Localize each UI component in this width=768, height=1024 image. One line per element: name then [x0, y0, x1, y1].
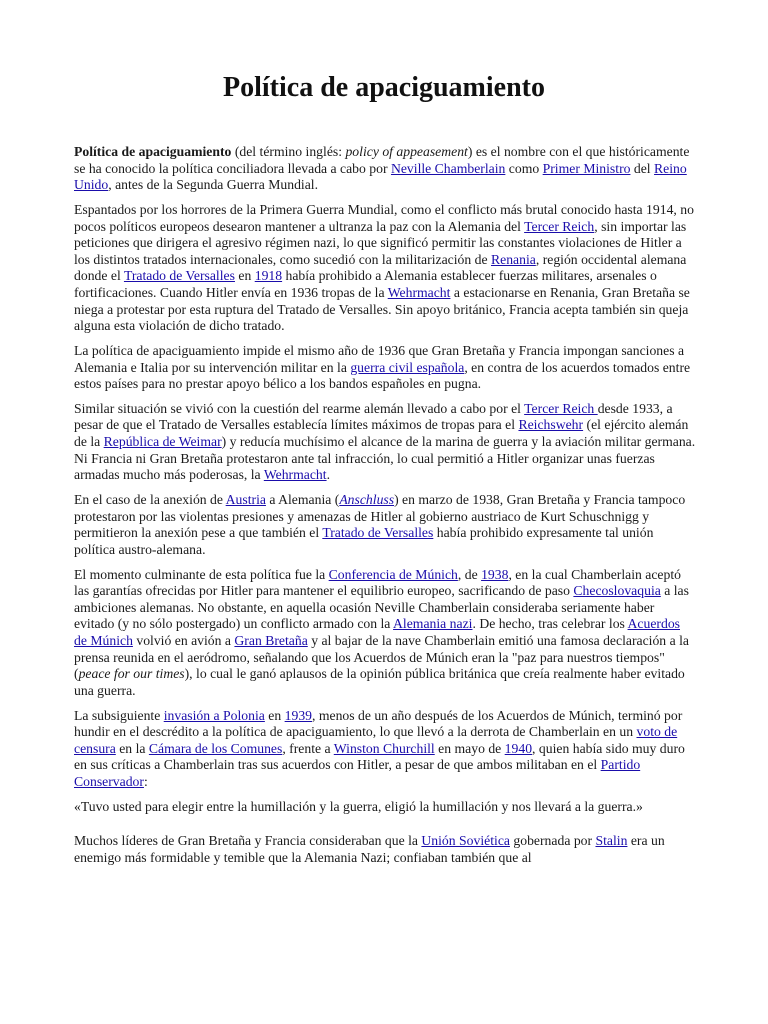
text-run: Espantados por los horrores de la Primera Guerra Mundial, como el conflicto más brutal conocido hasta 1914, no pocos políticos europeos desearon mantener a ultranza la paz con la Alemania del: [74, 201, 694, 234]
wiki-link[interactable]: 1918: [254, 268, 283, 284]
wiki-link[interactable]: Primer Ministro: [542, 160, 631, 176]
paragraph: [74, 144, 696, 194]
wiki-link[interactable]: voto de censura: [74, 724, 678, 756]
italic-text: policy of appeasement: [345, 144, 468, 159]
wiki-link[interactable]: Partido Conservador: [74, 757, 641, 789]
text-run: , antes de la Segunda Guerra Mundial.: [108, 177, 319, 193]
article-body: [74, 144, 696, 875]
wiki-link[interactable]: Wehrmacht: [387, 284, 451, 300]
wiki-link[interactable]: Alemania nazi: [393, 616, 473, 632]
text-run: (del término inglés:: [231, 144, 346, 159]
text-run: Muchos líderes de Gran Bretaña y Francia consideraban que la: [74, 833, 422, 849]
text-run: La subsiguiente: [74, 707, 164, 723]
paragraph: [74, 343, 696, 393]
wiki-link[interactable]: Stalin: [595, 833, 628, 849]
wiki-link[interactable]: República de Weimar: [103, 434, 222, 450]
paragraph: [74, 401, 696, 484]
wiki-link[interactable]: Austria: [225, 492, 266, 508]
text-run: .: [326, 467, 330, 483]
wiki-link[interactable]: Tercer Reich: [524, 400, 598, 416]
text-run: había prohibido expresamente tal unión política austro-alemana.: [74, 525, 654, 557]
wiki-link[interactable]: Reichswehr: [518, 417, 584, 433]
text-run: , frente a: [282, 740, 334, 756]
wiki-link[interactable]: 1938: [481, 566, 509, 582]
text-run: a las ambiciones alemanas. No obstante, en aquella ocasión Neville Chamberlain consideraba seriamente haber evitado (y no sólo postergado) un conflicto armado con la: [74, 583, 689, 632]
wiki-link[interactable]: Gran Bretaña: [234, 632, 308, 648]
quote-paragraph: [74, 799, 696, 816]
text-run: Similar situación se vivió con la cuestión del rearme alemán llevado a cabo por el: [74, 400, 525, 416]
text-run: en: [234, 268, 255, 284]
text-run: en mayo de: [434, 740, 505, 756]
text-run: a estacionarse en Renania, Gran Bretaña se niega a protestar por esta ruptura del Tratado de Versalles. Sin apoyo británico, Francia acepta también sin queja alguna esta violación de dicho tratado.: [74, 284, 690, 334]
wiki-link[interactable]: Wehrmacht: [263, 467, 327, 483]
paragraph: [74, 708, 696, 791]
wiki-link[interactable]: guerra civil española: [350, 359, 465, 375]
text-run: , sin importar las peticiones que dirigera el agresivo régimen nazi, lo que significó permitir las constantes violaciones de Hitler a los distintos tratados internacionales, como sucedió con la militarización de: [74, 218, 687, 267]
text-run: , región occidental alemana donde el: [74, 251, 687, 284]
wiki-link[interactable]: Unión Soviética: [421, 833, 510, 849]
wiki-link[interactable]: Cámara de los Comunes: [148, 740, 283, 756]
text-run: había prohibido a Alemania establecer fuerzas militares, arsenales o fortificaciones. Cuando Hitler envía en 1936 tropas de la: [74, 268, 657, 300]
text-run: y al bajar de la nave Chamberlain emitió una famosa declaración a la prensa reunida en el aeródromo, señalando que los Acuerdos de Múnich eran la "paz para nuestros tiempos" (: [74, 632, 689, 682]
text-run: (el ejército alemán de la: [74, 417, 689, 450]
page-title: Política de apaciguamiento: [223, 72, 545, 103]
text-run: desde 1933, a pesar de que el Tratado de Versalles establecía límites máximos de tropas para el: [74, 400, 673, 433]
text-run: , de: [457, 566, 482, 582]
wiki-link[interactable]: Tercer Reich: [524, 218, 595, 234]
text-run: volvió en avión a: [132, 632, 235, 648]
text-run: del: [630, 160, 655, 176]
paragraph: [74, 492, 696, 558]
text-run: a Alemania (: [265, 492, 340, 508]
text-run: «Tuvo usted para elegir entre la humillación y la guerra, eligió la humillación y nos llevará a la guerra.»: [74, 798, 643, 814]
wiki-link[interactable]: Checoslovaquia: [573, 583, 661, 599]
text-run: ), lo cual le ganó aplausos de la opinión pública británica que creía realmente haber evitado una guerra.: [74, 666, 685, 698]
text-run: , en la cual Chamberlain aceptó las garantías ofrecidas por Hitler para mantener el equilibrio europeo, sacrificando de paso: [74, 566, 681, 599]
text-run: :: [143, 773, 148, 789]
text-run: ) es el nombre con el que históricamente se ha conocido la política conciliadora llevada a cabo por: [74, 144, 690, 176]
bold-term: Política de apaciguamiento: [74, 144, 232, 159]
text-run: ) en marzo de 1938, Gran Bretaña y Francia tampoco protestaron por las violentas presiones y amenazas de Hitler al gobierno austriaco de Kurt Schuschnigg y permitieron la anexión pese a que también el: [74, 492, 686, 541]
text-run: como: [505, 160, 543, 176]
wiki-link[interactable]: invasión a Polonia: [163, 707, 265, 723]
paragraph: [74, 567, 696, 700]
wiki-link[interactable]: Tratado de Versalles: [123, 268, 235, 284]
wiki-link[interactable]: Reino Unido: [74, 160, 687, 193]
wiki-link[interactable]: Tratado de Versalles: [322, 525, 434, 541]
text-run: , en contra de los acuerdos tomados entre estos países para no prestar apoyo bélico a los bandos españoles en pugna.: [74, 359, 691, 392]
paragraph: [74, 202, 696, 335]
text-run: La política de apaciguamiento impide el mismo año de 1936 que Gran Bretaña y Francia impongan sanciones a Alemania e Italia por su intervención militar en la: [74, 342, 685, 375]
wiki-link[interactable]: Neville Chamberlain: [390, 160, 506, 176]
wiki-link[interactable]: Acuerdos de Múnich: [74, 616, 680, 648]
wiki-link[interactable]: Winston Churchill: [333, 740, 435, 756]
wiki-link[interactable]: Renania: [490, 251, 536, 267]
text-run: en: [264, 707, 285, 723]
text-run: , quien había sido muy duro en sus críticas a Chamberlain tras sus acuerdos con Hitler, a pesar de que ambos militaban en el: [74, 740, 685, 773]
text-run: ) y reducía muchísimo el alcance de la marina de guerra y la aviación militar germana. Ni Francia ni Gran Bretaña protestaron ante tal infracción, lo cual permitió a Hitler organizar unas fuerzas armadas mucho más poderosas, la: [74, 434, 696, 483]
wiki-link[interactable]: 1940: [504, 740, 533, 756]
italic-text: peace for our times: [78, 666, 185, 682]
text-run: El momento culminante de esta política fue la: [74, 566, 329, 582]
text-run: gobernada por: [509, 833, 596, 849]
wiki-link[interactable]: Anschluss: [339, 492, 395, 508]
text-run: . De hecho, tras celebrar los: [472, 616, 628, 632]
text-run: En el caso de la anexión de: [74, 492, 226, 508]
wiki-link[interactable]: Conferencia de Múnich: [328, 566, 458, 582]
text-run: en la: [115, 740, 149, 756]
paragraph: [74, 833, 696, 866]
wiki-link[interactable]: 1939: [284, 707, 312, 723]
text-run: , menos de un año después de los Acuerdos de Múnich, terminó por hundir en el descrédito a la política de apaciguamiento, lo que llevó a la derrota de Chamberlain en un: [74, 707, 683, 740]
text-run: era un enemigo más formidable y temible que la Alemania Nazi; confiaban también que al: [74, 833, 665, 865]
